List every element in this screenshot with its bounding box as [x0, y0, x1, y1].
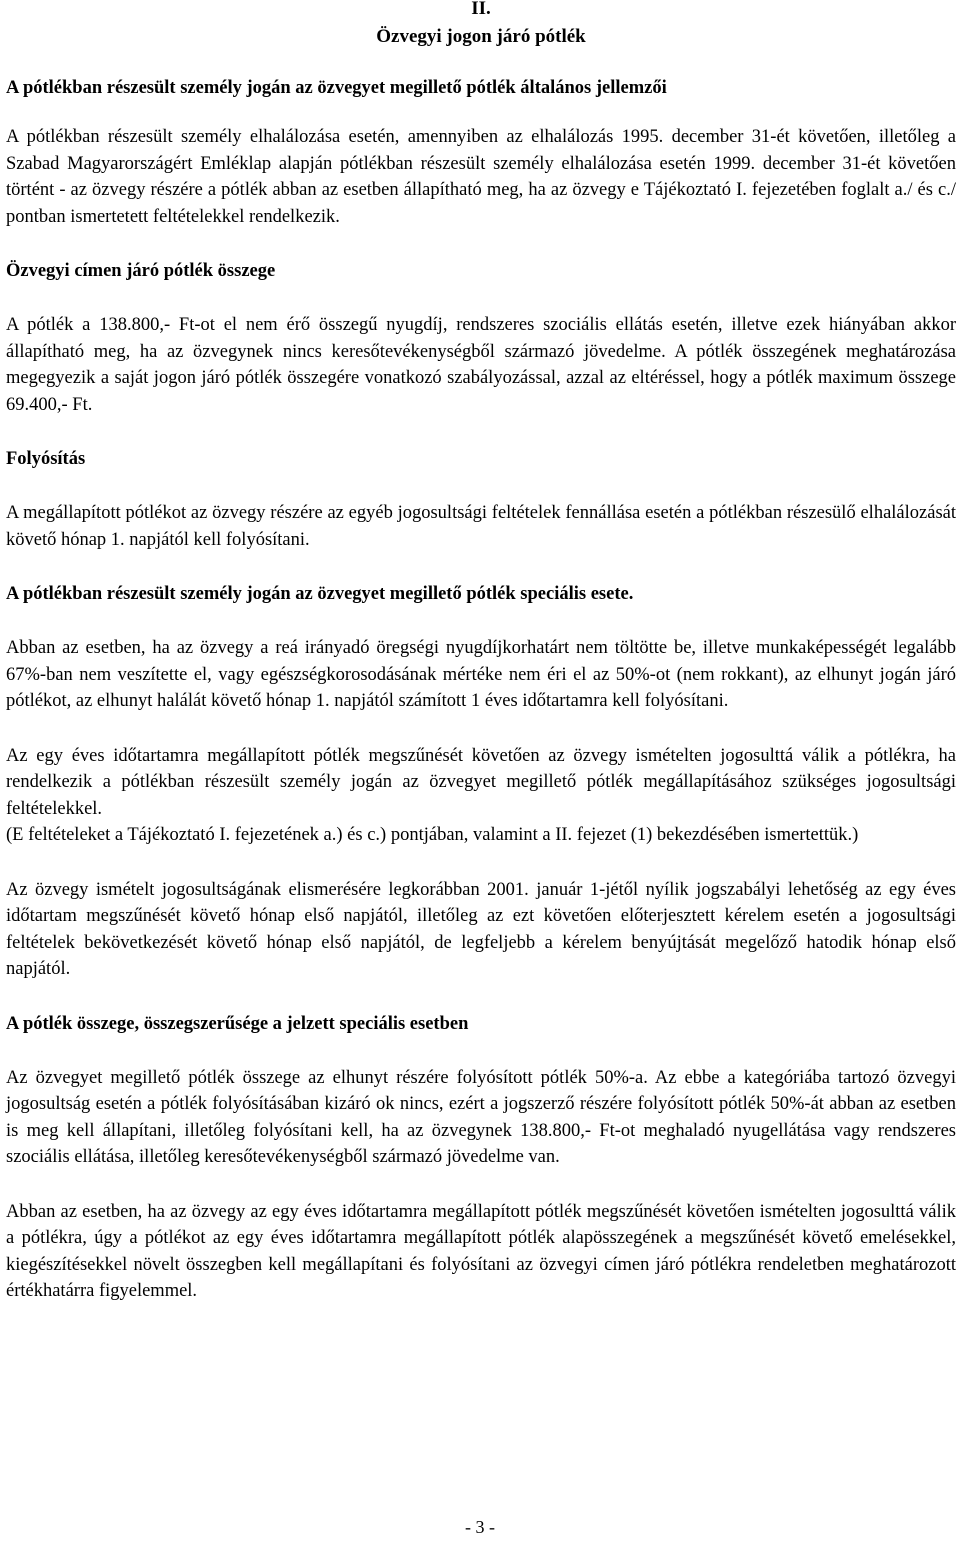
chapter-title: Özvegyi jogon járó pótlék: [376, 26, 586, 47]
paragraph-special-case-1: Abban az esetben, ha az özvegy a reá irányadó öregségi nyugdíjkorhatárt nem töltötte be, illetve munkaképességét legalább 67%-ban nem veszítette el, vagy egészségkorosodásának mértéke nem éri el az 50%-ot (nem rokkant), az elhunyt jogán járó pótlékot, az elhunyt halálát követő hónap 1. napjától számított 1 éves időtartamra kell folyósítani.: [6, 638, 956, 711]
paragraph-general: A pótlékban részesült személy elhalálozása esetén, amennyiben az elhalálozás 1995. december 31-ét követően, illetőleg a Szabad Magyarországért Emléklap alapján pótlékban részesült személy elhalálozása esetén 1999. december 31-ét követően történt - az özvegy részére a pótlék abban az esetben állapítható meg, ha az özvegy e Tájékoztató I. fejezetében foglalt a./ és c./ pontban ismertetett feltételekkel rendelkezik.: [6, 127, 956, 227]
paragraph-amount: A pótlék a 138.800,- Ft-ot el nem érő összegű nyugdíj, rendszeres szociális ellátás esetén, illetve ezek hiányában akkor állapítható meg, ha az özvegynek nincs keresőtevékenységből származó jövedelme. A pótlék összegének meghatározása megegyezik a saját jogon járó pótlék összegére vonatkozó szabályozással, azzal az eltéréssel, hogy a pótlék maximum összege 69.400,- Ft.: [6, 315, 956, 415]
section-heading-special-case: A pótlékban részesült személy jogán az özvegyet megillető pótlék speciális esete.: [6, 584, 634, 604]
section-heading-amount: Özvegyi címen járó pótlék összege: [6, 261, 276, 281]
paragraph-disbursement: A megállapított pótlékot az özvegy részére az egyéb jogosultsági feltételek fennállása esetén a pótlékban részesülő elhalálozását követő hónap 1. napjától kell folyósítani.: [6, 503, 956, 550]
section-heading-general: A pótlékban részesült személy jogán az özvegyet megillető pótlék általános jellemzői: [6, 78, 667, 98]
paragraph-special-amount-2: Abban az esetben, ha az özvegy az egy éves időtartamra megállapított pótlék megszűnését követően ismételten jogosulttá válik a pótlékra, úgy a pótlékot az egy éves időtartamra megállapított pótlék alapösszegének a megszűnését követő emelésekkel, kiegészítésekkel növelt összegben kell megállapítani és folyósítani az özvegyi címen járó pótlékra rendeletben meghatározott értékhatárra figyelemmel.: [6, 1201, 956, 1301]
paragraph-special-case-2: Az egy éves időtartamra megállapított pótlék megszűnését követően az özvegy ismételten jogosulttá válik a pótlékra, ha rendelkezik a pótlékban részesült személy jogán az özvegyet megillető pótlék megállapításához szükséges jogosultsági feltételekkel.: [6, 745, 956, 819]
document-page: [6, 0, 956, 1305]
section-heading-disbursement: Folyósítás: [6, 449, 86, 469]
chapter-number: II.: [471, 0, 491, 19]
page-number: - 3 -: [465, 1517, 495, 1537]
paragraph-special-case-4: Az özvegy ismételt jogosultságának elismerésére legkorábban 2001. január 1-jétől nyílik jogszabályi lehetőség az egy éves időtartam megszűnését követő hónap első napjától, illetőleg az ezt követően előterjesztett kérelem esetén a jogosultsági feltételek bekövetkezését követő hónap első napjától, de legfeljebb a kérelem benyújtását megelőző hatodik hónap első napjától.: [6, 879, 956, 979]
paragraph-special-case-3: (E feltételeket a Tájékoztató I. fejezetének a.) és c.) pontjában, valamint a II. fejezet (1) bekezdésében ismertettük.): [6, 825, 859, 845]
section-heading-special-amount: A pótlék összege, összegszerűsége a jelzett speciális esetben: [6, 1013, 469, 1034]
paragraph-special-amount-1: Az özvegyet megillető pótlék összege az elhunyt részére folyósított pótlék 50%-a. Az ebbe a kategóriába tartozó özvegyi jogosultság esetén a pótlék folyósításában kizáró ok nincs, ezért a jogszerző részére folyósított pótlék 50%-át abban az esetben is meg kell állapítani, illetőleg folyósítani kell, ha az özvegynek 138.800,- Ft-ot meghaladó nyugellátása vagy rendszeres szociális ellátása, illetőleg keresőtevékenységből származó jövedelme van.: [6, 1067, 956, 1167]
